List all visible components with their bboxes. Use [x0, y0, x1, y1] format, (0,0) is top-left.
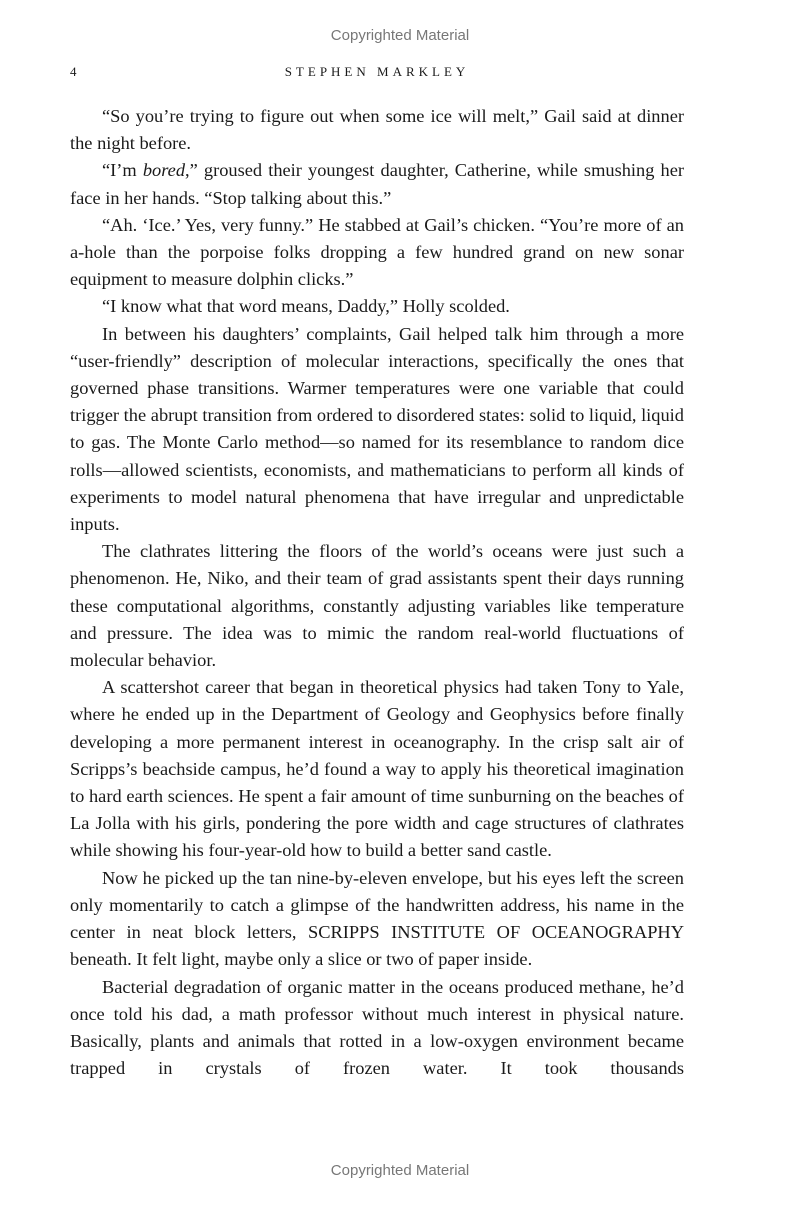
- paragraph-7: A scattershot career that began in theoretical physics had taken Tony to Yale, where he ended up in the Department of Geology and Geophysics before finally developing a more permanent interest in oceanography. In the crisp salt air of Scripps’s beachside campus, he’d found a way to apply his theoretical imagination to hard earth sciences. He spent a fair amount of time sunburning on the beaches of La Jolla with his girls, pondering the pore width and cage structures of clathrates while showing his four-year-old how to build a better sand castle.: [70, 677, 684, 861]
- paragraph-3: “Ah. ‘Ice.’ Yes, very funny.” He stabbed at Gail’s chicken. “You’re more of an a-hole than the porpoise folks dropping a few hundred grand on new sonar equipment to measure dolphin clicks.”: [70, 214, 684, 290]
- paragraph-2-start: “I’m: [102, 160, 143, 181]
- running-header: [70, 64, 684, 84]
- paragraph-6: The clathrates littering the floors of the world’s oceans were just such a phenomenon. He, Niko, and their team of grad assistants spent their days running these computational algorithms, constantly adjusting variables like temperature and pressure. The idea was to mimic the random real-world fluctuations of molecular behavior.: [70, 541, 684, 671]
- page-number: 4: [70, 64, 77, 79]
- paragraph-1: “So you’re trying to figure out when some ice will melt,” Gail said at dinner the night before.: [70, 106, 684, 154]
- body-text: [70, 103, 684, 1082]
- paragraph-8: Now he picked up the tan nine-by-eleven envelope, but his eyes left the screen only momentarily to catch a glimpse of the handwritten address, his name in the center in neat block letters, SCRIPPS INSTITUTE OF OCEANOGRAPHY beneath. It felt light, maybe only a slice or two of paper inside.: [70, 867, 684, 970]
- paragraph-2: [70, 157, 684, 211]
- paragraph-9: Bacterial degradation of organic matter in the oceans produced methane, he’d once told his dad, a math professor without much interest in physical nature. Basically, plants and animals that rotted in a low-oxygen environment became trapped in crystals of frozen water. It took thousands: [70, 976, 684, 1079]
- copyright-watermark-bottom: Copyrighted Material: [330, 1162, 470, 1179]
- paragraph-5: In between his daughters’ complaints, Gail helped talk him through a more “user-friendly” description of molecular interactions, specifically the ones that governed phase transitions. Warmer temperatures were one variable that could trigger the abrupt transition from ordered to disordered states: solid to liquid, liquid to gas. The Monte Carlo method—so named for its resemblance to random dice rolls—allowed scientists, economists, and mathematicians to perform all kinds of experiments to model natural phenomena that have irregular and unpredictable inputs.: [70, 323, 684, 535]
- copyright-watermark-top: Copyrighted Material: [330, 27, 470, 44]
- paragraph-2-end: ,” groused their youngest daughter, Catherine, while smushing her face in her hands. “Stop talking about this.”: [70, 160, 684, 208]
- running-head-author: STEPHEN MARKLEY: [284, 64, 470, 79]
- paragraph-4: “I know what that word means, Daddy,” Holly scolded.: [102, 296, 510, 317]
- paragraph-2-emphasis: bored: [142, 160, 186, 181]
